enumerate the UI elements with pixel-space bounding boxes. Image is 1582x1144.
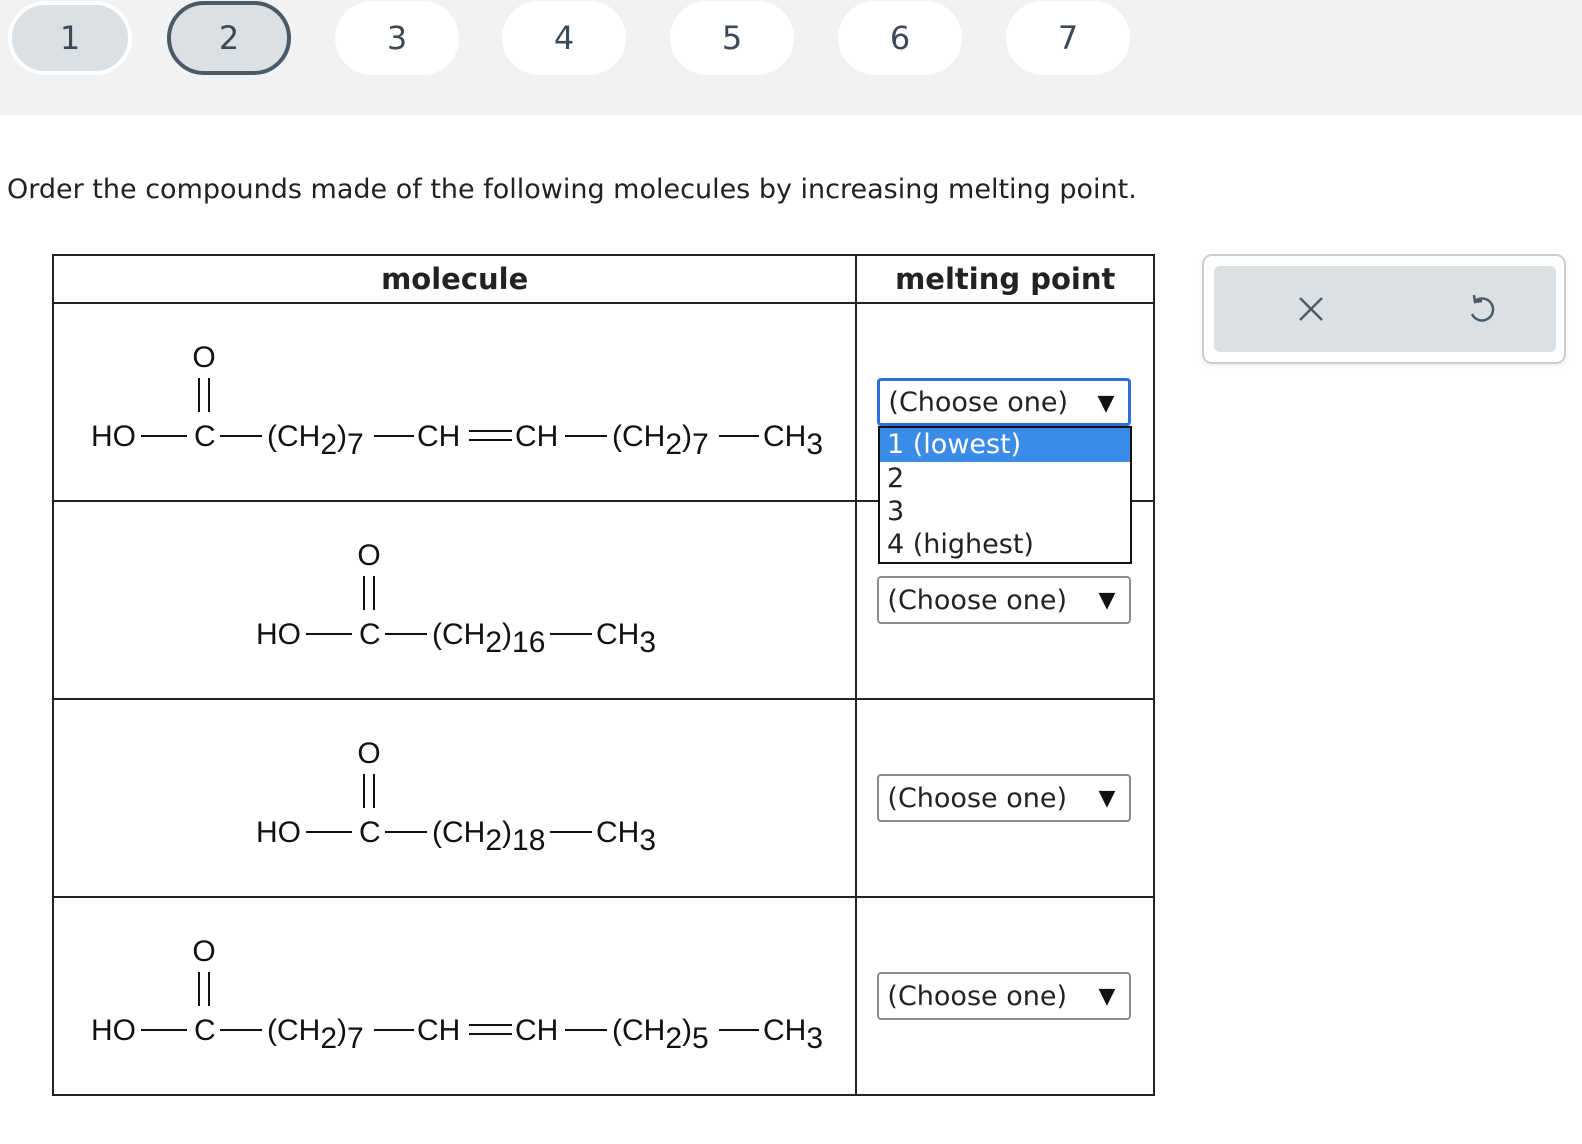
- step-4[interactable]: [502, 1, 626, 75]
- dropdown-option[interactable]: 4 (highest): [887, 529, 1034, 560]
- svg-text:O: O: [192, 935, 216, 968]
- molecule-structure: [54, 898, 857, 1094]
- svg-text:(CH2)5: (CH2)5: [612, 1014, 709, 1055]
- svg-text:CH3: CH3: [596, 618, 657, 659]
- dropdown-option[interactable]: 3: [887, 496, 905, 527]
- select-value: (Choose one): [887, 980, 1067, 1012]
- atom-o: O: [192, 341, 216, 374]
- svg-text:(CH2)7: (CH2)7: [267, 1014, 364, 1055]
- header-melting-point: melting point: [856, 255, 1154, 303]
- svg-text:CH3: CH3: [763, 420, 824, 461]
- step-label: 5: [721, 19, 743, 57]
- step-2[interactable]: [167, 1, 291, 75]
- select-value: (Choose one): [887, 584, 1067, 616]
- svg-text:HO: HO: [256, 816, 301, 849]
- dropdown-option[interactable]: 1 (lowest): [880, 428, 1130, 462]
- chevron-down-icon: ▼: [1098, 984, 1116, 1009]
- step-label: 7: [1057, 19, 1079, 57]
- svg-text:CH: CH: [515, 420, 559, 453]
- rank-select-3[interactable]: [877, 774, 1131, 822]
- melting-point-cell: [856, 897, 1154, 1095]
- svg-text:CH: CH: [417, 1014, 461, 1047]
- svg-text:(CH2)18: (CH2)18: [432, 816, 546, 857]
- step-label: 3: [386, 19, 408, 57]
- svg-text:CH: CH: [515, 1014, 559, 1047]
- molecule-structure: [54, 700, 857, 896]
- tools-bar: [1214, 266, 1556, 352]
- x-icon: [1296, 294, 1326, 324]
- select-value: (Choose one): [887, 782, 1067, 814]
- svg-text:C: C: [359, 618, 381, 651]
- svg-text:CH3: CH3: [596, 816, 657, 857]
- molecule-structure: [54, 502, 857, 698]
- svg-text:C: C: [359, 816, 381, 849]
- atom-ho: HO: [91, 420, 136, 453]
- svg-text:HO: HO: [91, 1014, 136, 1047]
- step-label: 2: [218, 19, 240, 57]
- step-7[interactable]: [1006, 1, 1130, 75]
- svg-text:(CH2)7: (CH2)7: [267, 420, 364, 461]
- tools-panel: [1202, 254, 1566, 364]
- svg-text:CH3: CH3: [763, 1014, 824, 1055]
- table-header-row: [53, 255, 1154, 303]
- question-text: Order the compounds made of the following molecules by increasing melting point.: [7, 174, 1137, 205]
- molecule-structure: [54, 304, 857, 500]
- rank-select-4[interactable]: [877, 972, 1131, 1020]
- svg-text:O: O: [357, 539, 381, 572]
- step-label: 1: [59, 19, 81, 57]
- rank-select-1[interactable]: [877, 378, 1131, 426]
- answer-table: [52, 254, 1155, 1096]
- molecule-cell: [53, 699, 856, 897]
- chevron-down-icon: ▼: [1098, 588, 1116, 613]
- clear-button[interactable]: [1266, 266, 1356, 352]
- select-value: (Choose one): [888, 386, 1068, 418]
- atom-c: C: [194, 420, 216, 453]
- svg-text:HO: HO: [256, 618, 301, 651]
- undo-button[interactable]: [1436, 266, 1526, 352]
- svg-text:(CH2)16: (CH2)16: [432, 618, 546, 659]
- svg-text:(CH2)7: (CH2)7: [612, 420, 709, 461]
- table-row: [53, 699, 1154, 897]
- svg-text:C: C: [194, 1014, 216, 1047]
- melting-point-cell: [856, 699, 1154, 897]
- step-label: 6: [889, 19, 911, 57]
- molecule-cell: [53, 303, 856, 501]
- dropdown-option[interactable]: 2: [887, 463, 905, 494]
- rank-select-2[interactable]: [877, 576, 1131, 624]
- chevron-down-icon: ▼: [1097, 391, 1115, 416]
- table-row: [53, 897, 1154, 1095]
- chevron-down-icon: ▼: [1098, 786, 1116, 811]
- step-navigation: [0, 0, 1582, 115]
- molecule-cell: [53, 501, 856, 699]
- step-6[interactable]: [838, 1, 962, 75]
- step-3[interactable]: [335, 1, 459, 75]
- undo-icon: [1464, 292, 1498, 326]
- svg-text:O: O: [357, 737, 381, 770]
- rank-dropdown-list: [878, 426, 1132, 564]
- svg-text:CH: CH: [417, 420, 461, 453]
- header-molecule: molecule: [53, 255, 856, 303]
- step-1[interactable]: [8, 1, 132, 75]
- molecule-cell: [53, 897, 856, 1095]
- step-5[interactable]: [670, 1, 794, 75]
- step-label: 4: [553, 19, 575, 57]
